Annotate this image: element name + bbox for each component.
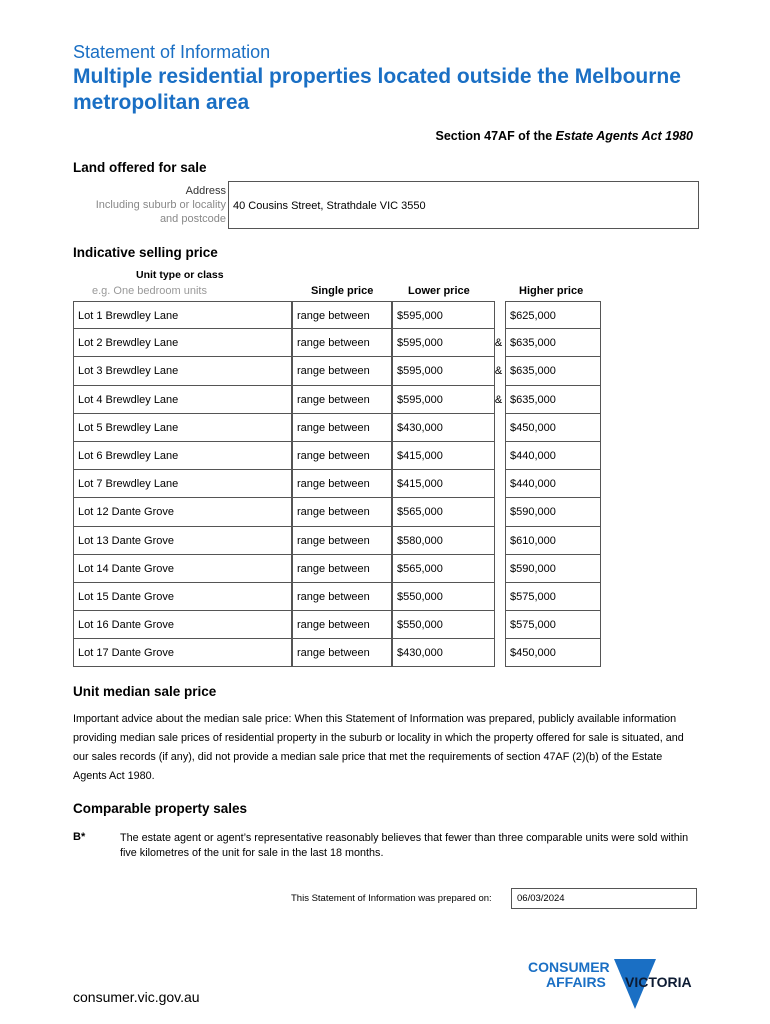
single-price-cell[interactable]: range between [292,498,392,526]
unit-cell[interactable]: Lot 6 Brewdley Lane [73,442,292,470]
higher-price-cell[interactable]: $450,000 [505,414,601,442]
table-row [73,470,601,498]
table-row [73,639,601,667]
price-table [73,301,601,667]
table-row [73,498,601,526]
higher-price-cell[interactable]: $590,000 [505,498,601,526]
address-field[interactable] [228,181,699,229]
unit-cell[interactable]: Lot 4 Brewdley Lane [73,386,292,414]
single-price-cell[interactable]: range between [292,357,392,385]
range-ampersand: & [494,365,503,378]
table-row [73,386,601,414]
footer-url[interactable]: consumer.vic.gov.au [73,989,200,1005]
table-row [73,414,601,442]
higher-price-cell[interactable]: $610,000 [505,527,601,555]
logo-line1: CONSUMER [528,959,610,975]
lower-price-cell[interactable]: $595,000 [392,386,495,414]
lower-price-cell[interactable]: $550,000 [392,611,495,639]
unit-cell[interactable]: Lot 14 Dante Grove [73,555,292,583]
unit-cell[interactable]: Lot 13 Dante Grove [73,527,292,555]
comparable-text: The estate agent or agent’s representative reasonably believes that fewer than three comparable units were sold within five kilometres of the unit for sale in the last 18 months. [120,832,689,859]
lower-price-cell[interactable]: $595,000 [392,301,495,329]
page-title: Multiple residential properties located outside the Melbourne metropolitan area [73,65,681,114]
median-heading: Unit median sale price [73,684,217,699]
table-row [73,329,601,357]
col-single-price: Single price [311,285,374,297]
lower-price-cell[interactable]: $430,000 [392,414,495,442]
prepared-label: This Statement of Information was prepared on: [291,893,492,904]
higher-price-cell[interactable]: $635,000 [505,357,601,385]
higher-price-cell[interactable]: $450,000 [505,639,601,667]
unit-cell[interactable]: Lot 3 Brewdley Lane [73,357,292,385]
lower-price-cell[interactable]: $580,000 [392,527,495,555]
prepared-date: 06/03/2024 [517,893,565,904]
col-lower-price: Lower price [408,285,470,297]
section-reference [436,129,693,143]
lower-price-cell[interactable]: $415,000 [392,442,495,470]
lower-price-cell[interactable]: $565,000 [392,555,495,583]
land-heading: Land offered for sale [73,160,207,175]
address-label-line1: Address [185,185,226,197]
single-price-cell[interactable]: range between [292,555,392,583]
consumer-affairs-victoria-logo [528,957,703,1009]
single-price-cell[interactable]: range between [292,470,392,498]
unit-cell[interactable]: Lot 12 Dante Grove [73,498,292,526]
unit-type-example: e.g. One bedroom units [92,285,207,297]
unit-cell[interactable]: Lot 17 Dante Grove [73,639,292,667]
unit-cell[interactable]: Lot 7 Brewdley Lane [73,470,292,498]
single-price-cell[interactable]: range between [292,527,392,555]
lower-price-cell[interactable]: $415,000 [392,470,495,498]
address-label-line2: Including suburb or locality [95,199,226,211]
higher-price-cell[interactable]: $625,000 [505,301,601,329]
table-row [73,442,601,470]
lower-price-cell[interactable]: $430,000 [392,639,495,667]
unit-cell[interactable]: Lot 1 Brewdley Lane [73,301,292,329]
logo-line2: AFFAIRS [546,974,606,990]
unit-cell[interactable]: Lot 2 Brewdley Lane [73,329,292,357]
consumer-affairs-logo [528,957,703,1014]
table-row [73,555,601,583]
single-price-cell[interactable]: range between [292,639,392,667]
higher-price-cell[interactable]: $440,000 [505,442,601,470]
prepared-date-field[interactable] [511,888,697,909]
single-price-cell[interactable]: range between [292,386,392,414]
price-heading: Indicative selling price [73,245,218,260]
higher-price-cell[interactable]: $575,000 [505,611,601,639]
unit-type-header: Unit type or class [136,269,224,281]
higher-price-cell[interactable]: $590,000 [505,555,601,583]
single-price-cell[interactable]: range between [292,329,392,357]
range-ampersand: & [494,393,503,406]
higher-price-cell[interactable]: $440,000 [505,470,601,498]
single-price-cell[interactable]: range between [292,442,392,470]
unit-cell[interactable]: Lot 16 Dante Grove [73,611,292,639]
table-row [73,611,601,639]
statement-label: Statement of Information [73,42,271,62]
address-label-line3: and postcode [159,213,226,225]
higher-price-cell[interactable]: $635,000 [505,386,601,414]
lower-price-cell[interactable]: $550,000 [392,583,495,611]
comparable-label: B* [73,831,86,843]
logo-state: VICTORIA [625,974,692,990]
table-row [73,357,601,385]
section-act: Estate Agents Act 1980 [555,129,693,143]
address-label [80,184,226,226]
section-prefix: Section 47AF of the [435,129,556,143]
table-row [73,583,601,611]
median-advice: Important advice about the median sale price: When this Statement of Information was prepared, publicly available information providing median sale prices of residential property in the suburb or locality in which the property offered for sale is situated, and our sales records (if any), did not provide a median sale price that met the requirements of section 47AF (2)(b) of the Estate Agents Act 1980. [73,713,684,782]
lower-price-cell[interactable]: $565,000 [392,498,495,526]
lower-price-cell[interactable]: $595,000 [392,357,495,385]
single-price-cell[interactable]: range between [292,301,392,329]
single-price-cell[interactable]: range between [292,611,392,639]
higher-price-cell[interactable]: $575,000 [505,583,601,611]
unit-cell[interactable]: Lot 15 Dante Grove [73,583,292,611]
table-row [73,301,601,329]
range-ampersand: & [494,337,503,350]
single-price-cell[interactable]: range between [292,414,392,442]
table-row [73,527,601,555]
single-price-cell[interactable]: range between [292,583,392,611]
address-value: 40 Cousins Street, Strathdale VIC 3550 [233,200,426,212]
lower-price-cell[interactable]: $595,000 [392,329,495,357]
comparable-heading: Comparable property sales [73,801,248,816]
higher-price-cell[interactable]: $635,000 [505,329,601,357]
unit-cell[interactable]: Lot 5 Brewdley Lane [73,414,292,442]
col-higher-price: Higher price [519,285,584,297]
